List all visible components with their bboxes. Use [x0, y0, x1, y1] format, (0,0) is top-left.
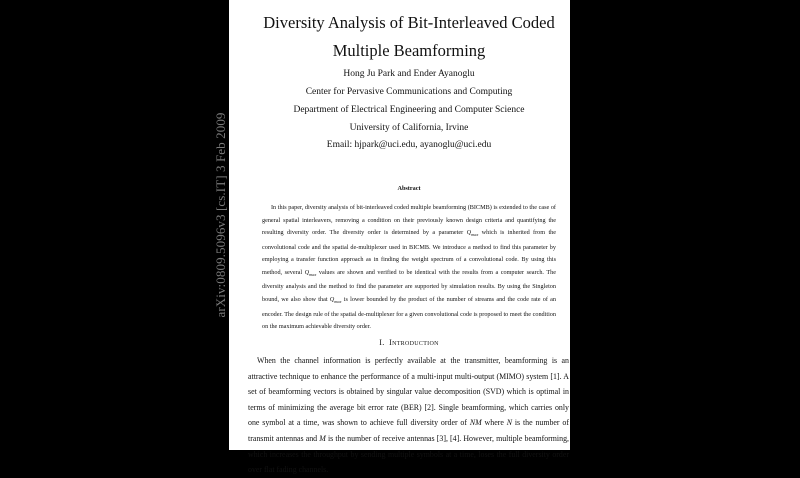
math-symbol: $Q_{max}$ [466, 229, 479, 238]
abstract-body: In this paper, diversity analysis of bit-interleaved coded multiple beamforming (BICMB) is extended to the case of general spatial interleavers, removing a condition on their previously known design criteria and quantifying the resulting diversity order. The diversity order is determined by a parameter $Q_{max}$ which is inherited from the convolutional code and the spatial de-multiplexer used in BICMB. We introduce a method to find this parameter by employing a transfer function approach as in finding the weight spectrum of a convolutional code. By using this method, several $Q_{max}$ values are shown and verified to be identical with the results from a computer search. The diversity analysis and the method to find the parameter are supported by simulation results. By using the Singleton bound, we also show that $Q_{max}$ is lower bounded by the product of the number of streams and the code rate of an encoder. The design rule of the spatial de-multiplexer for a given convolutional code is proposed to meet the condition on the maximum achievable diversity order. [262, 204, 557, 331]
math-symbol: $Q_{max}$ [304, 268, 317, 277]
section-heading [248, 338, 570, 347]
arxiv-identifier-stamp: arXiv:0809.5096v3 [cs.IT] 3 Feb 2009 [213, 112, 228, 318]
title-line-1: Diversity Analysis of Bit-Interleaved Coded [263, 13, 555, 32]
math-symbol: N [506, 418, 512, 428]
abstract-heading: Abstract [397, 185, 421, 192]
title-line-2: Multiple Beamforming [332, 41, 486, 60]
authors: Hong Ju Park and Ender Ayanoglu [343, 69, 475, 79]
author-email: Email: hjpark@uci.edu, ayanoglu@uci.edu [326, 140, 492, 150]
paper-title [248, 9, 570, 65]
math-symbol: $Q_{max}$ [329, 295, 342, 305]
affiliation-department: Department of Electrical Engineering and Computer Science [293, 105, 525, 115]
math-symbol: M [319, 433, 326, 443]
introduction-paragraph: When the channel information is perfectly available at the transmitter, beamforming is an attractive technique to enhance the performance of a multi-input multi-output (MIMO) system [1]. A set of beamforming vectors is obtained by singular value decomposition (SVD) which is optimal in terms of minimizing the average bit error rate (BER) [2]. Single beamforming, which carries only one symbol at a time, was shown to achieve full diversity order of NM where N is the number of transmit antennas and M is the number of receive antennas [3], [4]. However, multiple beamforming, which increases the throughput by sending multiple symbols at a time, loses the full diversity order over flat fading channels. [248, 356, 569, 475]
affiliation-center: Center for Pervasive Communications and Computing [305, 87, 513, 97]
affiliation-university: University of California, Irvine [349, 123, 469, 133]
section-title: Introduction [389, 338, 439, 347]
section-number: I. [379, 338, 385, 347]
math-symbol: NM [469, 418, 482, 428]
